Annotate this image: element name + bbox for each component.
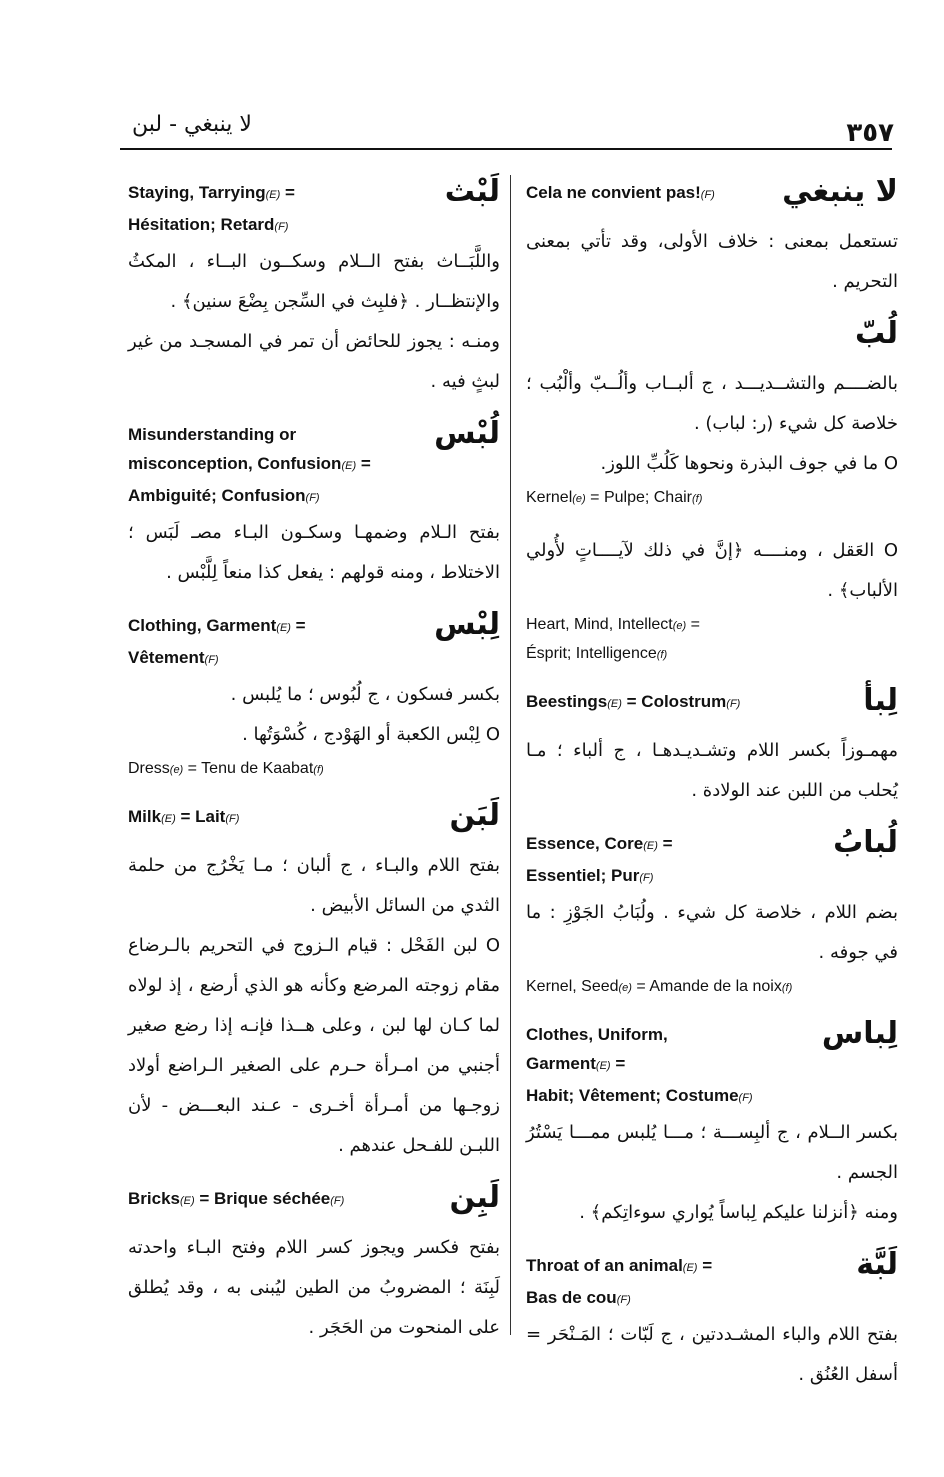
language-tag: (F) [204, 654, 219, 666]
language-tag: (F) [726, 698, 741, 710]
language-tag: (E) [179, 1195, 195, 1207]
left-column [128, 174, 500, 1366]
language-tag: (E) [607, 698, 622, 710]
entry-head [128, 798, 500, 846]
language-tag: (e) [672, 620, 687, 632]
language-tag: (F) [700, 189, 715, 201]
translation-text: Vêtement [128, 648, 205, 667]
language-tag: (F) [274, 221, 289, 233]
headword: لِباس [821, 1016, 898, 1051]
arabic-definition: بفتح فكسر ويجوز كسر اللام وفتح البـاء واحدته لَبِنَة ؛ المضروبُ من الطين ليُبنى به ، وقد يُطلق على المنحوت من الحَجَر . [128, 1237, 500, 1338]
translation-text: Misunderstanding or [128, 425, 297, 444]
entry-head [526, 1247, 898, 1315]
translation-text: Hésitation; Retard [128, 215, 275, 234]
gloss-line [128, 755, 500, 784]
translation-text: Staying, Tarrying [128, 183, 266, 202]
arabic-definition: O لبن الفَحْل : قيام الـزوج في التحريم بالـرضاع مقام زوجته المرضع وكأنه هو الذي أرضع ، إذ لولاه لما كـان لها لبن ، وعلى هــذا فإنـه إذا رضع صغير أجنبي من امـرأة حـرم على الصغير الـراضع أولاد زوجـها من أمـرأة أخـرى - عـند البعـــض - لأن اللبـن للفـحل عندهم . [128, 935, 500, 1156]
headword: لُبْس [434, 416, 500, 451]
headword: لِبأ [863, 683, 898, 718]
language-tag: (E) [643, 840, 658, 852]
dictionary-entry [128, 798, 500, 1166]
arabic-definition: بكسر فسكون ، ج لُبُوس ؛ ما يُلبس . [230, 684, 500, 705]
language-tag: (F) [330, 1195, 345, 1207]
gloss-text: Heart, Mind, Intellect [526, 616, 673, 633]
translation-text: Ambiguité; Confusion [128, 486, 306, 505]
dictionary-entry [526, 1247, 898, 1395]
headword: لَبْث [444, 174, 500, 209]
gloss-text: = Tenu de Kaabat [183, 760, 314, 777]
language-tag: (E) [595, 1060, 611, 1072]
translation-text: Clothing, Garment [128, 616, 277, 635]
dictionary-entry [526, 531, 898, 669]
english-french-translation [128, 1184, 500, 1216]
gloss-text: = [686, 616, 700, 633]
language-tag: (F) [639, 872, 654, 884]
dictionary-entry [526, 1016, 898, 1233]
entry-head [128, 1180, 500, 1228]
entry-head [526, 683, 898, 731]
gloss-line [526, 640, 898, 669]
header-rule [120, 148, 892, 150]
translation-text: Clothes, Uniform, [526, 1025, 668, 1044]
translation-text: = Brique séchée [194, 1189, 331, 1208]
dictionary-entry [526, 683, 898, 811]
translation-text: Throat of an animal [526, 1256, 683, 1275]
arabic-definition: مهمـوزاً بكسر اللام وتشـديـدهـا ، ج ألباء ؛ مـا يُحلب من اللبن عند الولادة . [526, 740, 898, 801]
arabic-definition: بكسر الــلام ، ج ألبِســـة ؛ مـــا يُلبس ممـــا يَسْتُرُ الجسم . [526, 1122, 898, 1183]
language-tag: (f) [781, 982, 793, 994]
language-tag: (E) [276, 622, 291, 634]
language-tag: (f) [313, 764, 324, 776]
dictionary-entry [526, 316, 898, 513]
column-divider [510, 175, 511, 1335]
arabic-definition: O ما في جوف البذرة ونحوها كَلُبِّ اللوز. [600, 453, 898, 474]
dictionary-entry [526, 825, 898, 1002]
arabic-definition: بفتح الـلام وضمهـا وسكـون البـاء مصـ لَبَس ؛ الاختلاط ، ومنه قولهم : يفعل كذا منعاً لِلَّبْس . [128, 522, 500, 583]
translation-text: Bas de cou [526, 1288, 617, 1307]
headword: لُبّ [854, 316, 898, 351]
language-tag: (E) [161, 813, 176, 825]
dictionary-entry [128, 174, 500, 402]
arabic-definition: ومنه ﴿أنزلنا عليكم لِباساً يُواري سوءاتِكم﴾ . [579, 1202, 898, 1223]
translation-text: = [290, 616, 306, 635]
language-tag: (F) [305, 492, 320, 504]
language-tag: (E) [682, 1262, 698, 1274]
translation-text: = Lait [175, 807, 226, 826]
entry-head [526, 316, 898, 364]
dictionary-entry [128, 1180, 500, 1348]
arabic-definition: بضم اللام ، خلاصة كل شيء . ولُبَابُ الجَوْزِ : ما في جوفه . [526, 902, 898, 963]
arabic-definition: بفتح اللام والبـاء ، ج ألبان ؛ مـا يَخْرُج من حلمة الثدي من السائل الأبيض . [128, 855, 500, 916]
dictionary-entry [128, 416, 500, 593]
translation-text: Cela ne convient pas! [526, 183, 701, 202]
language-tag: (E) [265, 189, 281, 201]
arabic-definition: بالضــــم والتشــديـــد ، ج ألبــاب وألُــبّ وألْبُب ؛ خلاصة كل شيء (ر: لباب) . [526, 373, 898, 434]
translation-text: Beestings [526, 692, 608, 711]
gloss-text: = Amande de la noix [631, 978, 782, 995]
headword: لا ينبغي [782, 174, 898, 209]
language-tag: (e) [572, 493, 586, 505]
translation-text: Essentiel; Pur [526, 866, 640, 885]
arabic-definition: ومنـه : يجوز للحائض أن تمر في المسجـد من غير لبثٍ فيه . [128, 331, 500, 392]
headword: لَبَّة [856, 1247, 898, 1282]
translation-text: = Colostrum [621, 692, 727, 711]
dictionary-entry [128, 607, 500, 784]
headword: لُبابُ [833, 825, 898, 860]
translation-text: misconception, Confusion [128, 454, 342, 473]
english-french-translation [128, 802, 500, 834]
entry-head [526, 174, 898, 222]
running-header: لا ينبغي - لبن [132, 112, 252, 137]
language-tag: (e) [169, 764, 184, 776]
right-column [526, 174, 898, 1413]
arabic-definition: O العَقل ، ومنــــه ﴿إنَّ في ذلك لآيــــاتٍ لأُولي الألباب﴾ . [526, 540, 898, 601]
language-tag: (E) [341, 460, 357, 472]
english-french-translation [526, 687, 898, 719]
arabic-definition: واللَّبَــاث بفتح الــلام وسكــون البــاء ، المكثُ والإنتظــار . ﴿فلبِث في السِّجن بِضْعَ سنين﴾ . [128, 251, 500, 312]
arabic-definition: بفتح اللام والباء المشـددتين ، ج لَبّات ؛ المَـنْحَر = أسفل العُنُق . [526, 1324, 898, 1385]
translation-text: = [657, 834, 673, 853]
translation-text: = [697, 1256, 713, 1275]
entry-head [128, 416, 500, 513]
entry-head [526, 1016, 898, 1113]
translation-text: Garment [526, 1054, 596, 1073]
page-number: ٣٥٧ [846, 118, 894, 148]
gloss-text: = Pulpe; Chair [585, 489, 692, 506]
language-tag: (F) [738, 1092, 753, 1104]
language-tag: (f) [691, 493, 703, 505]
arabic-definition: O لِبْس الكعبة أو الهَوْدج ، كُسْوَتُها . [242, 724, 500, 745]
translation-text: = [610, 1054, 626, 1073]
headword: لَبَن [449, 798, 500, 833]
translation-text: Habit; Vêtement; Costume [526, 1086, 739, 1105]
entry-head [128, 607, 500, 675]
entry-head [526, 825, 898, 893]
gloss-text: Kernel, Seed [526, 978, 619, 995]
headword: لِبْس [434, 607, 500, 642]
translation-text: = [280, 183, 295, 202]
translation-text: = [356, 454, 371, 473]
arabic-definition: تستعمل بمعنى : خلاف الأولى، وقد تأتي بمعنى التحريم . [526, 231, 898, 292]
translation-text: Bricks [128, 1189, 180, 1208]
translation-text: Milk [128, 807, 162, 826]
language-tag: (f) [656, 649, 668, 661]
language-tag: (e) [618, 982, 632, 994]
gloss-text: Dress [128, 760, 170, 777]
gloss-text: Ésprit; Intelligence [526, 645, 657, 662]
gloss-line [526, 973, 898, 1002]
language-tag: (F) [616, 1294, 631, 1306]
entry-head [128, 174, 500, 242]
dictionary-entry [526, 174, 898, 302]
gloss-line [526, 611, 898, 640]
english-french-translation [526, 1251, 898, 1315]
gloss-text: Kernel [526, 489, 573, 506]
gloss-line [526, 484, 898, 513]
language-tag: (F) [225, 813, 240, 825]
headword: لَبِن [449, 1180, 500, 1215]
translation-text: Essence, Core [526, 834, 644, 853]
